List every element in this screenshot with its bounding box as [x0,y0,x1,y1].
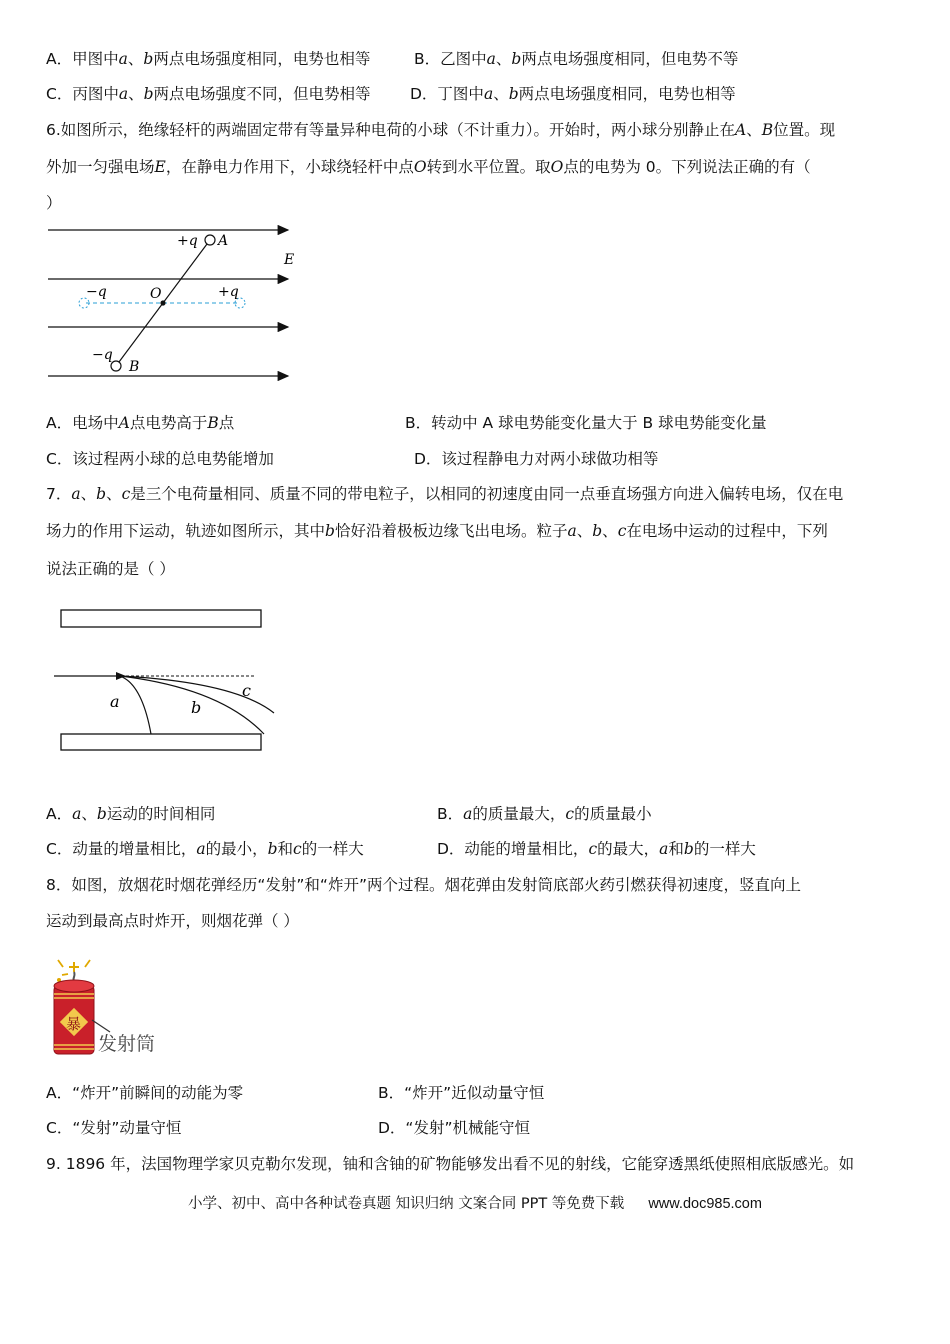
q6-option-b: B．转动中 A 球电势能变化量大于 B 球电势能变化量 [405,414,767,432]
q8-option-a: A．“炸开”前瞬间的动能为零 [46,1084,244,1102]
q9-stem-line1: 9. 1896 年，法国物理学家贝克勒尔发现，铀和含铀的矿物能够发出看不见的射线，它能穿透黑纸使照相底版感光。如 [46,1155,855,1173]
q7-stem-line1: 7．a、b、c是三个电荷量相同、质量不同的带电粒子，以相同的初速度由同一点垂直场强方向进入偏转电场，仅在电 [46,485,844,503]
label-E: E [284,252,295,268]
label-minus-q-left: −q [86,284,107,300]
q5-option-b: B．乙图中a、b两点电场强度相同，但电势不等 [414,50,739,68]
q8-option-b: B．“炸开”近似动量守恒 [378,1084,545,1102]
q6-option-d: D．该过程静电力对两小球做功相等 [414,450,659,468]
q5-option-a: A．甲图中a、b两点电场强度相同，电势也相等 [46,50,371,68]
q8-stem-line2: 运动到最高点时炸开，则烟花弹（ ） [46,912,299,930]
q6-stem-line3: ） [46,194,62,212]
q6-option-c: C．该过程两小球的总电势能增加 [46,450,274,468]
tube-top [54,980,94,992]
q8-option-c: C．“发射”动量守恒 [46,1119,182,1137]
tube-char: 暴 [66,1015,82,1033]
q5-option-d: D．丁图中a、b两点电场强度相同，电势也相等 [410,85,736,103]
page-footer [0,1192,950,1213]
q8-option-d: D．“发射”机械能守恒 [378,1119,530,1137]
q6-figure-electric-field [44,222,304,384]
q7-option-d: D．动能的增量相比，c的最大，a和b的一样大 [437,840,756,858]
q7-figure-deflection-field [50,606,282,754]
label-c: c [242,681,251,700]
label-plus-q-right: +q [218,284,239,300]
q5-option-c: C．丙图中a、b两点电场强度不同，但电势相等 [46,85,371,103]
q8-stem-line1: 8．如图，放烟花时烟花弹经历“发射”和“炸开”两个过程。烟花弹由发射筒底部火药引燃获得初速度，竖直向上 [46,876,801,894]
label-launch-tube: 发射筒 [98,1033,156,1055]
q7-option-c: C．动量的增量相比，a的最小，b和c的一样大 [46,840,364,858]
q6-stem-line1: 6.如图所示，绝缘轻杆的两端固定带有等量异种电荷的小球（不计重力）。开始时，两小球分别静止在A、B位置。现 [46,121,836,139]
lower-plate [61,734,261,750]
q8-figure-launch-tube [50,950,162,1062]
label-A: A [218,233,229,249]
label-b: b [191,698,202,717]
tube-pointer [92,1020,110,1032]
upper-plate [61,610,261,627]
q6-option-a: A．电场中A点电势高于B点 [46,414,235,432]
footer-url[interactable]: www.doc985.com [648,1196,762,1212]
q7-option-b: B．a的质量最大，c的质量最小 [437,805,652,823]
label-O: O [150,286,162,302]
q7-stem-line2: 场力的作用下运动，轨迹如图所示，其中b恰好沿着极板边缘飞出电场。粒子a、b、c在电场中运动的过程中，下列 [46,522,828,540]
q6-stem-line2: 外加一匀强电场E，在静电力作用下，小球绕轻杆中点O转到水平位置。取O点的电势为 0。下列说法正确的有（ [46,158,811,176]
trajectory-a [120,676,151,734]
ball-A [205,235,215,245]
q7-option-a: A．a、b运动的时间相同 [46,805,216,823]
label-minus-q-B: −q [92,347,113,363]
label-a: a [110,692,120,711]
label-plus-q-A: +q [177,233,198,249]
footer-text: 小学、初中、高中各种试卷真题 知识归纳 文案合同 PPT 等免费下载 [188,1196,625,1212]
label-B: B [129,359,140,375]
q7-stem-line3: 说法正确的是（ ） [46,560,175,578]
